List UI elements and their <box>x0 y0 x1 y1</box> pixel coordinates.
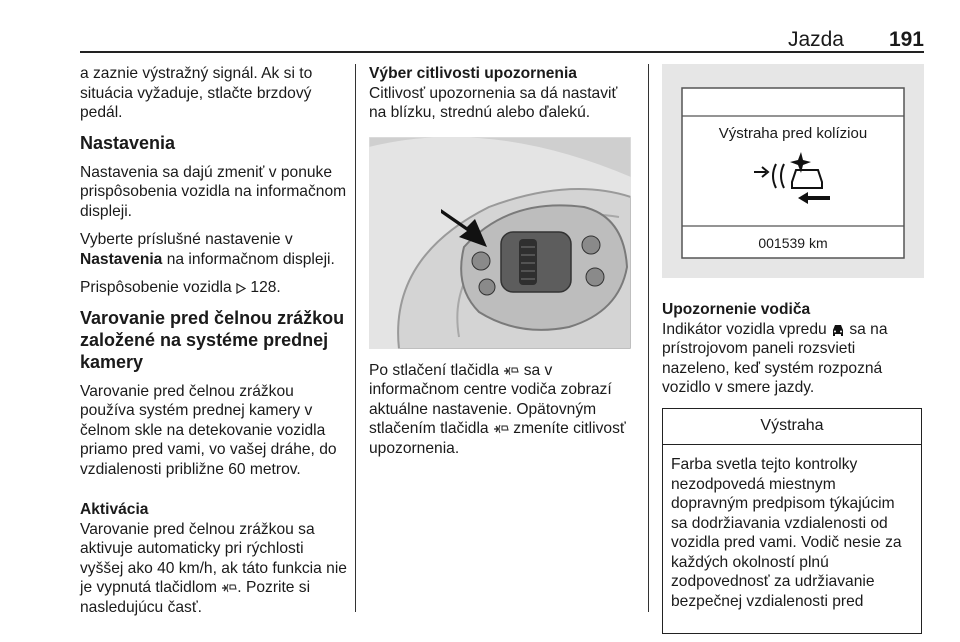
driver-info-display-figure <box>662 64 924 278</box>
paragraph <box>662 320 924 398</box>
collision-alert-icon <box>493 423 509 435</box>
text: sa na prístrojovom paneli rozsvieti nazeleno, keď systém rozpozná vozidlo v smere jazdy. <box>662 320 888 396</box>
column-left <box>80 64 348 626</box>
steering-wheel-figure <box>369 137 631 349</box>
text: Prispôsobenie vozidla <box>80 279 232 296</box>
subheading-aktivacia: Aktivácia <box>80 501 149 518</box>
collision-alert-icon <box>503 365 519 377</box>
section-heading-varovanie: Varovanie pred čelnou zrážkou založené na systéme prednej kamery <box>80 307 345 372</box>
paragraph: a zaznie výstražný signál. Ak si to situácia vyžaduje, stlačte brzdový pedál. <box>80 65 313 121</box>
page-header <box>80 28 924 50</box>
text: Po stlačení tlačidla <box>369 361 504 379</box>
menu-term: Nastavenia <box>80 250 163 268</box>
text: Vyberte príslušné nastavenie v <box>80 231 293 248</box>
page-reference-link[interactable]: 128. <box>250 279 281 296</box>
steering-wheel-illustration <box>369 137 631 349</box>
section-heading-nastavenia: Nastavenia <box>80 132 176 153</box>
warning-heading: Výstraha <box>663 409 921 446</box>
paragraph <box>80 230 348 269</box>
text: zmeníte citlivosť upozornenia. <box>369 420 626 457</box>
text: Varovanie pred čelnou zrážkou sa aktivuje automaticky pri rýchlosti vyššej ako 40 km/h, ak táto funkcia nie je vypnutá tlačidlom <box>80 520 347 596</box>
column-divider <box>648 64 649 612</box>
warning-box <box>662 408 922 635</box>
text: Indikátor vozidla vpredu <box>662 320 832 338</box>
column-divider <box>355 64 356 612</box>
collision-alert-icon <box>221 582 237 594</box>
warning-body: Farba svetla tejto kontrolky nezodpovedá miestnym dopravným predpisom týkajúcim sa dodržiavania vzdialenosti od vozidla pred vami. Vodič nesie za každých okolností plnú zodpovednosť za udržiavanie bezpečnej vzdialenosti pred <box>671 456 902 610</box>
paragraph: Citlivosť upozornenia sa dá nastaviť na blízku, strednú alebo ďalekú. <box>369 84 618 121</box>
page-number: 191 <box>888 28 924 51</box>
page-reference-triangle-icon <box>236 283 246 294</box>
odometer-reading: 001539 km <box>758 235 828 251</box>
text: . Pozrite si nasledujúcu časť. <box>80 579 311 616</box>
subheading-vyber: Výber citlivosti upozornenia <box>369 65 577 82</box>
paragraph: Nastavenia sa dajú zmeniť v ponuke prispôsobenia vozidla na informačnom displeji. <box>80 163 347 220</box>
column-right <box>662 64 924 634</box>
paragraph: Varovanie pred čelnou zrážkou používa systém prednej kamery v čelnom skle na detekovanie vozidla priamo pred vami, vo vašej dráhe, do vzdialenosti približne 60 metrov. <box>80 382 337 478</box>
paragraph <box>80 278 348 298</box>
display-title: Výstraha pred kolíziou <box>718 125 868 142</box>
paragraph <box>80 520 348 618</box>
vehicle-ahead-icon <box>831 324 845 336</box>
paragraph <box>369 361 635 459</box>
subheading-upozornenie: Upozornenie vodiča <box>662 301 811 318</box>
text: na informačnom displeji. <box>162 250 335 268</box>
header-rule <box>80 51 924 53</box>
text: sa v informačnom centre vodiča zobrazí aktuálne nastavenie. Opätovným stlačením tlačidla <box>369 361 612 437</box>
chapter-title: Jazda <box>787 28 844 51</box>
column-middle <box>369 64 635 467</box>
